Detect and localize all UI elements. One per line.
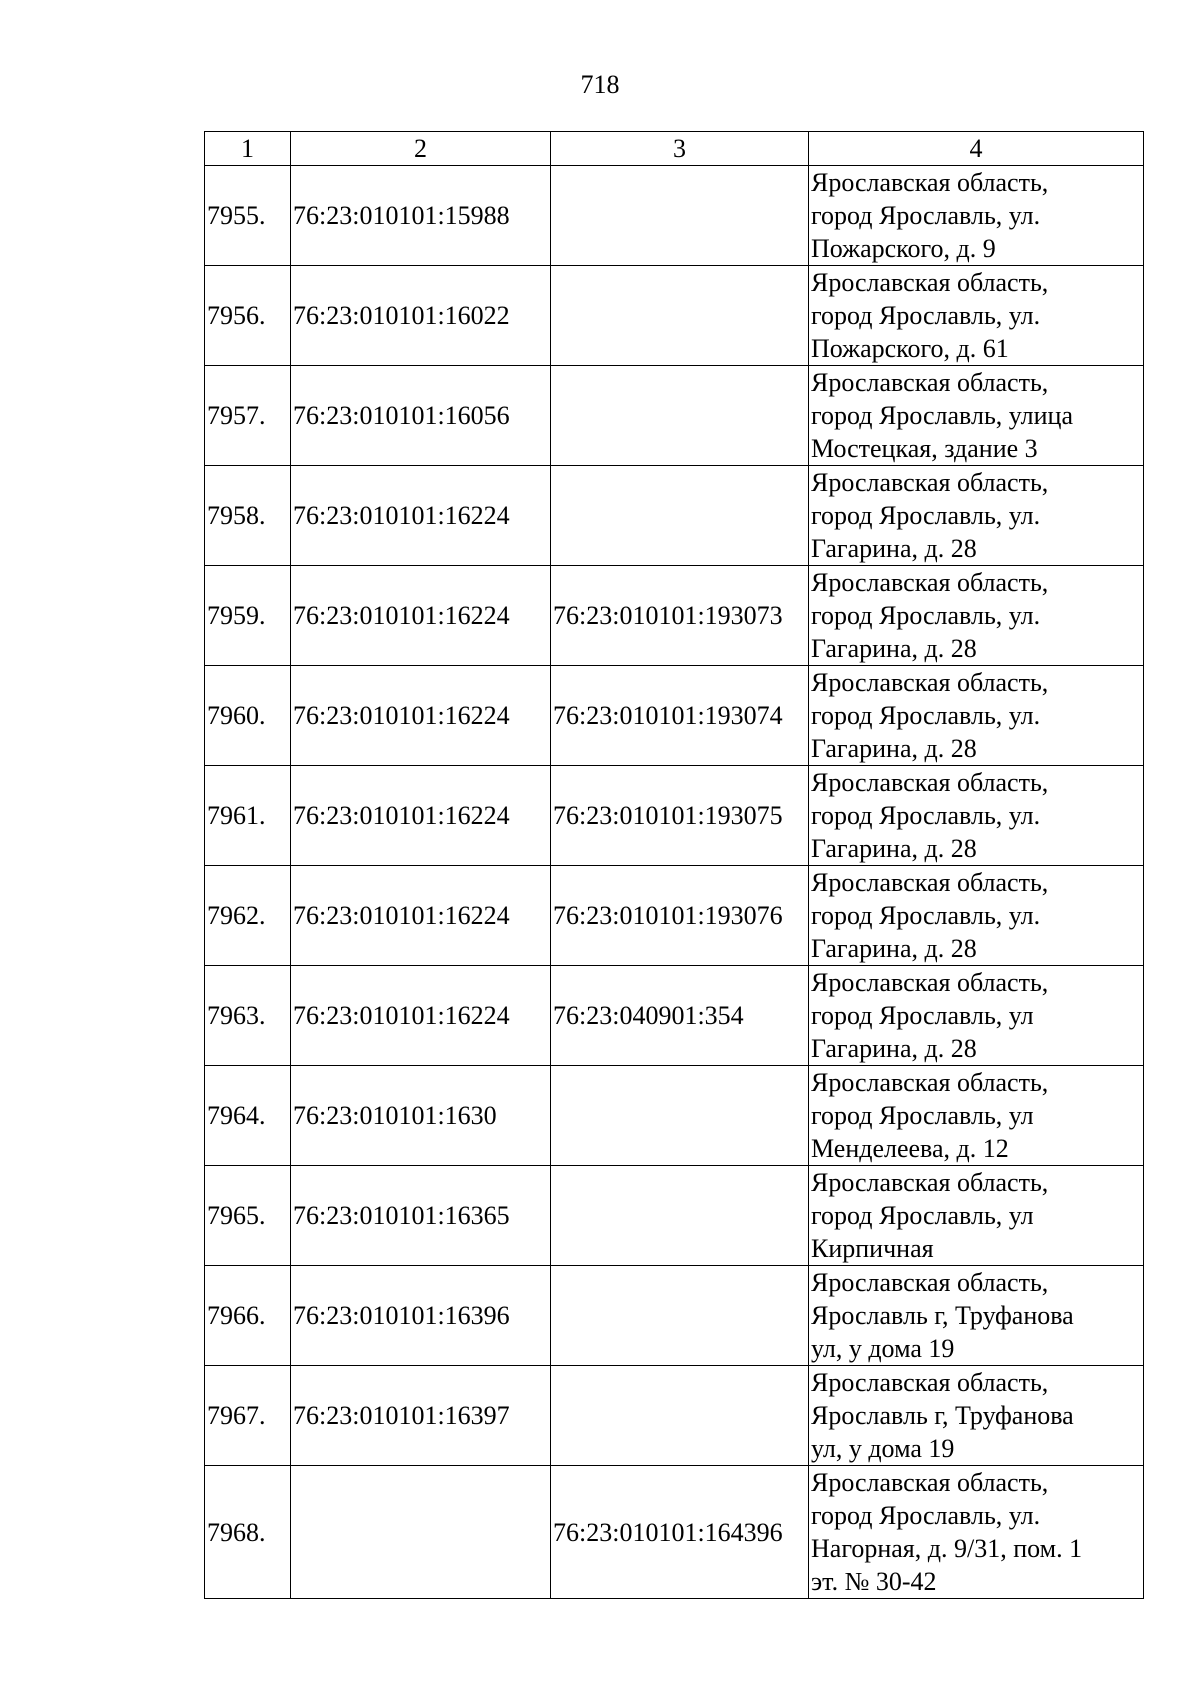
table-row bbox=[205, 466, 1144, 566]
table-row bbox=[205, 1366, 1144, 1466]
address-line: Гагарина, д. 28 bbox=[811, 634, 977, 663]
address-line: Ярославская область, bbox=[811, 768, 1049, 797]
page-number: 718 bbox=[580, 70, 620, 99]
address-line: Менделеева, д. 12 bbox=[811, 1134, 1009, 1163]
object-cadastral-number: 76:23:010101:193075 bbox=[551, 766, 809, 866]
address-cell bbox=[809, 866, 1144, 966]
address-cell bbox=[809, 1066, 1144, 1166]
address-line: Ярославская область, bbox=[811, 1268, 1049, 1297]
cadastral-number: 76:23:010101:16224 bbox=[291, 566, 551, 666]
address-line: Ярославская область, bbox=[811, 868, 1049, 897]
table-row bbox=[205, 1466, 1144, 1599]
address-line: Ярославская область, bbox=[811, 1068, 1049, 1097]
row-number: 7958. bbox=[205, 466, 291, 566]
address-line: Гагарина, д. 28 bbox=[811, 934, 977, 963]
address-cell bbox=[809, 1266, 1144, 1366]
address-line: ул, у дома 19 bbox=[811, 1334, 955, 1363]
address-line: город Ярославль, ул bbox=[811, 1101, 1034, 1130]
address-line: Ярославская область, bbox=[811, 268, 1049, 297]
row-number: 7963. bbox=[205, 966, 291, 1066]
object-cadastral-number bbox=[551, 1366, 809, 1466]
address-cell bbox=[809, 266, 1144, 366]
address-line: эт. № 30-42 bbox=[811, 1567, 937, 1596]
address-line: город Ярославль, ул bbox=[811, 1201, 1034, 1230]
row-number: 7964. bbox=[205, 1066, 291, 1166]
address-cell bbox=[809, 366, 1144, 466]
object-cadastral-number: 76:23:010101:193074 bbox=[551, 666, 809, 766]
row-number: 7967. bbox=[205, 1366, 291, 1466]
table-header-row bbox=[205, 132, 1144, 166]
address-line: Гагарина, д. 28 bbox=[811, 1034, 977, 1063]
column-header: 4 bbox=[809, 132, 1144, 166]
address-line: Гагарина, д. 28 bbox=[811, 534, 977, 563]
table-row bbox=[205, 1166, 1144, 1266]
address-line: город Ярославль, ул. bbox=[811, 501, 1041, 530]
address-line: город Ярославль, ул. bbox=[811, 301, 1041, 330]
cadastral-number: 76:23:010101:1630 bbox=[291, 1066, 551, 1166]
cadastral-number: 76:23:010101:16397 bbox=[291, 1366, 551, 1466]
table-row bbox=[205, 1066, 1144, 1166]
column-header: 1 bbox=[205, 132, 291, 166]
address-line: Ярославль г, Труфанова bbox=[811, 1401, 1074, 1430]
object-cadastral-number bbox=[551, 166, 809, 266]
row-number: 7962. bbox=[205, 866, 291, 966]
row-number: 7960. bbox=[205, 666, 291, 766]
address-line: город Ярославль, ул. bbox=[811, 701, 1041, 730]
object-cadastral-number: 76:23:040901:354 bbox=[551, 966, 809, 1066]
cadastral-number: 76:23:010101:16365 bbox=[291, 1166, 551, 1266]
table-row bbox=[205, 566, 1144, 666]
cadastral-number: 76:23:010101:16224 bbox=[291, 466, 551, 566]
address-line: Ярославская область, bbox=[811, 1368, 1049, 1397]
address-line: Гагарина, д. 28 bbox=[811, 734, 977, 763]
row-number: 7966. bbox=[205, 1266, 291, 1366]
table-row bbox=[205, 766, 1144, 866]
row-number: 7956. bbox=[205, 266, 291, 366]
cadastral-number bbox=[291, 1466, 551, 1599]
row-number: 7968. bbox=[205, 1466, 291, 1599]
address-line: Ярославская область, bbox=[811, 568, 1049, 597]
address-line: Ярославская область, bbox=[811, 468, 1049, 497]
table-row bbox=[205, 266, 1144, 366]
object-cadastral-number: 76:23:010101:164396 bbox=[551, 1466, 809, 1599]
object-cadastral-number bbox=[551, 466, 809, 566]
object-cadastral-number bbox=[551, 266, 809, 366]
address-line: Ярославская область, bbox=[811, 1168, 1049, 1197]
row-number: 7961. bbox=[205, 766, 291, 866]
object-cadastral-number bbox=[551, 1166, 809, 1266]
table-row bbox=[205, 866, 1144, 966]
table-row bbox=[205, 666, 1144, 766]
registry-table bbox=[204, 131, 1144, 1599]
address-line: Ярославль г, Труфанова bbox=[811, 1301, 1074, 1330]
address-cell bbox=[809, 966, 1144, 1066]
object-cadastral-number: 76:23:010101:193073 bbox=[551, 566, 809, 666]
column-header: 2 bbox=[291, 132, 551, 166]
address-cell bbox=[809, 166, 1144, 266]
cadastral-number: 76:23:010101:16056 bbox=[291, 366, 551, 466]
row-number: 7959. bbox=[205, 566, 291, 666]
address-line: город Ярославль, улица bbox=[811, 401, 1074, 430]
table-row bbox=[205, 966, 1144, 1066]
cadastral-number: 76:23:010101:16224 bbox=[291, 666, 551, 766]
address-line: Ярославская область, bbox=[811, 1468, 1049, 1497]
cadastral-number: 76:23:010101:16224 bbox=[291, 866, 551, 966]
address-line: Гагарина, д. 28 bbox=[811, 834, 977, 863]
address-cell bbox=[809, 1166, 1144, 1266]
row-number: 7965. bbox=[205, 1166, 291, 1266]
address-line: Мостецкая, здание 3 bbox=[811, 434, 1038, 463]
address-line: город Ярославль, ул. bbox=[811, 801, 1041, 830]
address-line: город Ярославль, ул. bbox=[811, 201, 1041, 230]
address-cell bbox=[809, 466, 1144, 566]
address-cell bbox=[809, 1466, 1144, 1599]
cadastral-number: 76:23:010101:16224 bbox=[291, 966, 551, 1066]
address-cell bbox=[809, 666, 1144, 766]
cadastral-number: 76:23:010101:15988 bbox=[291, 166, 551, 266]
cadastral-number: 76:23:010101:16396 bbox=[291, 1266, 551, 1366]
table-row bbox=[205, 366, 1144, 466]
address-line: город Ярославль, ул. bbox=[811, 1501, 1041, 1530]
address-line: город Ярославль, ул bbox=[811, 1001, 1034, 1030]
table-row bbox=[205, 166, 1144, 266]
address-line: город Ярославль, ул. bbox=[811, 601, 1041, 630]
address-line: Пожарского, д. 61 bbox=[811, 334, 1009, 363]
address-line: Нагорная, д. 9/31, пом. 1 bbox=[811, 1534, 1083, 1563]
address-line: Ярославская область, bbox=[811, 668, 1049, 697]
object-cadastral-number: 76:23:010101:193076 bbox=[551, 866, 809, 966]
table-body bbox=[205, 166, 1144, 1599]
address-line: город Ярославль, ул. bbox=[811, 901, 1041, 930]
address-line: Ярославская область, bbox=[811, 368, 1049, 397]
cadastral-number: 76:23:010101:16224 bbox=[291, 766, 551, 866]
address-line: Кирпичная bbox=[811, 1234, 934, 1263]
object-cadastral-number bbox=[551, 1266, 809, 1366]
cadastral-number: 76:23:010101:16022 bbox=[291, 266, 551, 366]
address-line: Пожарского, д. 9 bbox=[811, 234, 996, 263]
address-line: ул, у дома 19 bbox=[811, 1434, 955, 1463]
address-cell bbox=[809, 1366, 1144, 1466]
address-line: Ярославская область, bbox=[811, 968, 1049, 997]
address-cell bbox=[809, 766, 1144, 866]
column-header: 3 bbox=[551, 132, 809, 166]
object-cadastral-number bbox=[551, 1066, 809, 1166]
address-line: Ярославская область, bbox=[811, 168, 1049, 197]
table-row bbox=[205, 1266, 1144, 1366]
row-number: 7957. bbox=[205, 366, 291, 466]
address-cell bbox=[809, 566, 1144, 666]
row-number: 7955. bbox=[205, 166, 291, 266]
object-cadastral-number bbox=[551, 366, 809, 466]
